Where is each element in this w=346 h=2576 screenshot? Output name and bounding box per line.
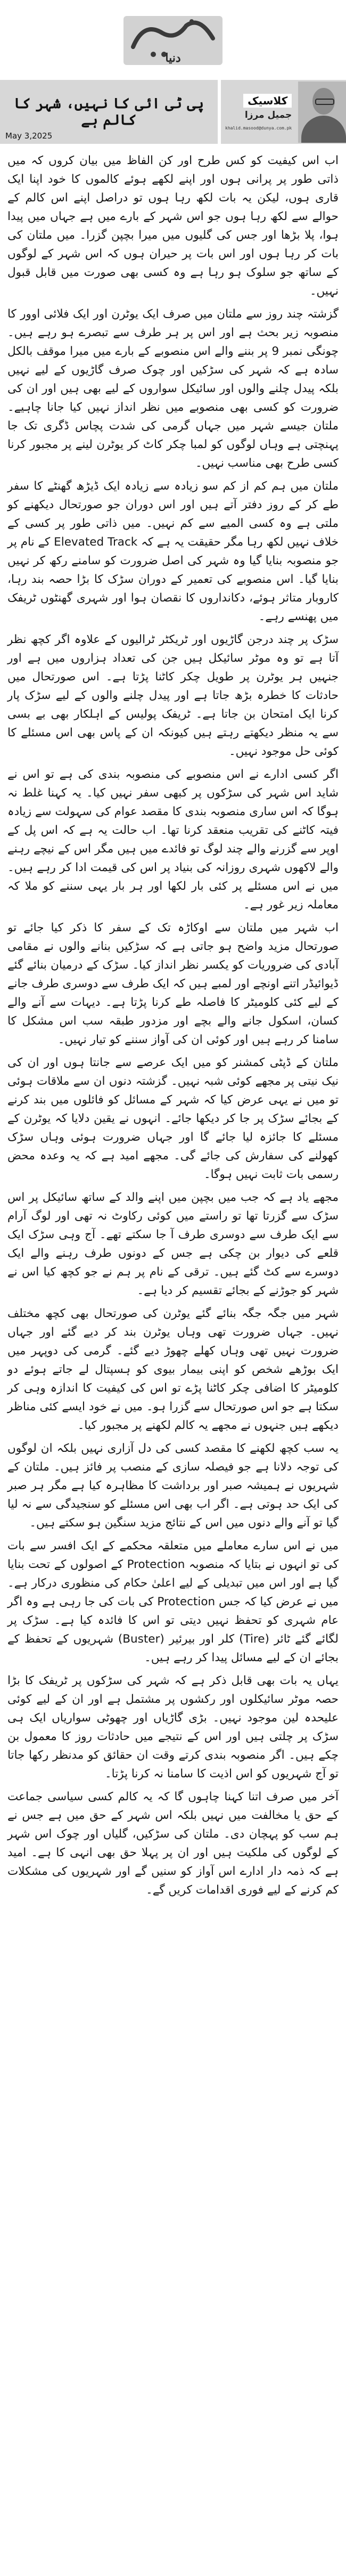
article-paragraph: اب شہر میں ملتان سے اوکاڑہ تک کے سفر کا ذکر کیا جائے تو صورتحال مزید واضح ہو جاتی ہے کہ سڑکیں بنانے والوں نے مقامی آبادی کی ضروریات کو یکسر نظر انداز کیا۔ سڑک کے درمیان بنائے گئے ڈیوائیڈر اتنے اونچے اور لمبے ہیں کہ ایک طرف سے دوسری طرف جانے کے لیے کئی کلومیٹر کا فاصلہ طے کرنا پڑتا ہے۔ دیہات سے آنے والے کسان، اسکول جانے والے بچے اور مزدور طبقہ سب اس مشکل کا سامنا کر رہے ہیں اور کوئی ان کی آواز سننے کو تیار نہیں۔ [7,921,339,1046]
title-block [0,80,218,144]
author-email[interactable]: khalid.masood@dunya.com.pk [225,125,292,131]
article-paragraph: سڑک پر چند درجن گاڑیوں اور ٹریکٹر ٹرالیوں کے علاوہ اگر کچھ نظر آتا ہے تو وہ موٹر سائیکل ہیں جن کی تعداد ہزاروں میں ہے اور جنہیں ہر یوٹرن پر طویل چکر کاٹنا پڑتا ہے۔ اس صورتحال میں حادثات کا خطرہ بڑھ جاتا ہے اور پیدل چلنے والوں کے لیے سڑک پار کرنا ایک امتحان بن جاتا ہے۔ ٹریفک پولیس کے اہلکار بھی بے بسی سے یہ منظر دیکھتے رہتے ہیں کیونکہ ان کے پاس بھی اس مسئلے کا کوئی حل موجود نہیں۔ [7,633,339,758]
author-info [221,94,296,131]
article-paragraph: اگر کسی ادارے نے اس منصوبے کی منصوبہ بندی کی ہے تو اس نے شاید اس شہر کی سڑکوں پر کبھی سفر نہیں کیا۔ یہ کہنا غلط نہ ہوگا کہ اس ساری منصوبہ بندی کا مقصد عوام کی سہولت سے زیادہ فیتہ کاٹنے کی تقریب منعقد کرنا تھا۔ اب حالت یہ ہے کہ اس پل کے اوپر سے گزرنے والے چند لوگ تو فائدے میں ہیں مگر اس کے نیچے رہنے والے لاکھوں شہری روزانہ کی بنیاد پر اس کی قیمت ادا کر رہے ہیں۔ میں نے اس مسئلے پر کئی بار لکھا اور ہر بار یہی سننے کو ملا کہ معاملہ زیر غور ہے۔ [7,768,339,912]
article-paragraph: ملتان میں ہم کم از کم سو زیادہ سے زیادہ ایک ڈیڑھ گھنٹے کا سفر طے کر کے روز دفتر آتے ہیں اور اس دوران جو صورتحال دیکھنے کو ملتی ہے وہ کسی المیے سے کم نہیں۔ میں ذاتی طور پر کسی کے خلاف نہیں لکھ رہا مگر حقیقت یہ ہے کہ Elevated Track کے نام پر جو منصوبہ بنایا گیا وہ شہر کی اصل ضرورت کو سامنے رکھ کر نہیں بنایا گیا۔ اس منصوبے کی تعمیر کے دوران سڑک کا بڑا حصہ بند رہا، کاروبار متاثر ہوئے، دکانداروں کا نقصان ہوا اور شہری گھنٹوں ٹریفک میں پھنسے رہے۔ [7,480,339,623]
article-title: پی ٹی ائی کا نہیں، شہر کا کالم ہے [14,95,204,128]
article-paragraph: یہاں یہ بات بھی قابل ذکر ہے کہ شہر کی سڑکوں پر ٹریفک کا بڑا حصہ موٹر سائیکلوں اور رکشوں پر مشتمل ہے اور ان کے لیے کوئی علیحدہ لین موجود نہیں۔ بڑی گاڑیاں اور چھوٹی سواریاں ایک ہی سڑک پر چلتی ہیں اور اس کے نتیجے میں حادثات روز کا معمول بن چکے ہیں۔ اگر منصوبہ بندی کرتے وقت ان حقائق کو مدنظر رکھا جاتا تو آج شہریوں کو اس اذیت کا سامنا نہ کرنا پڑتا۔ [7,1674,339,1781]
column-logo: کلاسیک [243,94,292,108]
article-paragraph: شہر میں جگہ جگہ بنائے گئے یوٹرن کی صورتحال بھی کچھ مختلف نہیں۔ جہاں ضرورت تھی وہاں یوٹرن بند کر دیے گئے اور جہاں ضرورت نہیں تھی وہاں کھلے چھوڑ دیے گئے۔ گرمی کی دوپہر میں ایک بوڑھے شخص کو اپنی بیمار بیوی کو ہسپتال لے جاتے ہوئے دو کلومیٹر کا اضافی چکر کاٹنا پڑے تو اس کی کیفیت کا اندازہ وہی کر سکتا ہے جو اس صورتحال سے گزرا ہو۔ میں نے خود ایسے کئی مناظر دیکھے ہیں جنہوں نے مجھے یہ کالم لکھنے پر مجبور کیا۔ [7,1307,339,1432]
column-header [0,80,346,144]
article-paragraph: یہ سب کچھ لکھنے کا مقصد کسی کی دل آزاری نہیں بلکہ ان لوگوں کی توجہ دلانا ہے جو فیصلہ سازی کے منصب پر فائز ہیں۔ ملتان کے شہریوں نے ہمیشہ صبر اور برداشت کا مظاہرہ کیا ہے مگر ہر صبر کی ایک حد ہوتی ہے۔ اگر اب بھی اس مسئلے کو سنجیدگی سے نہ لیا گیا تو آنے والے دنوں میں اس کے نتائج مزید سنگین ہو سکتے ہیں۔ [7,1442,339,1530]
article-paragraph: اب اس کیفیت کو کس طرح اور کن الفاظ میں بیان کروں کہ میں ذاتی طور پر پرانی ہوں اور اپنے لکھے ہوئے کالموں کا خود اپنا ایک قاری ہوں، لیکن یہ بات لکھ رہا ہوں تو دراصل اپنے اس کالم کے حوالے سے لکھ رہا ہوں جو اس شہر کے بارے میں ہے جہاں میں پیدا ہوا، پلا بڑھا اور جس کی گلیوں میں میرا بچپن گزرا۔ میں ملتان کی بات کر رہا ہوں اور اس بات پر حیران ہوں کہ اس شہر کے لوگوں کے ساتھ جو سلوک ہو رہا ہے وہ کسی بھی صورت میں قابل قبول نہیں۔ [7,154,339,298]
article-paragraph: میں نے اس سارے معاملے میں متعلقہ محکمے کے ایک افسر سے بات کی تو انہوں نے بتایا کہ منصوبہ Protection کے اصولوں کے تحت بنایا گیا ہے اور اس میں تبدیلی کے لیے اعلیٰ حکام کی منظوری درکار ہے۔ میں نے عرض کیا کہ جس Protection کی بات کی جا رہی ہے وہ اگر عام شہری کو تحفظ نہیں دیتی تو اس کا فائدہ کیا ہے۔ سڑک پر لگائے گئے ٹائر (Tire) کلر اور بیرئیر (Buster) شہریوں کے تحفظ کے بجائے ان کے لیے مسائل پیدا کر رہے ہیں۔ [7,1539,339,1664]
author-block [221,80,346,144]
article-paragraph: مجھے یاد ہے کہ جب میں بچپن میں اپنے والد کے ساتھ سائیکل پر اس سڑک سے گزرتا تھا تو راستے میں کوئی رکاوٹ نہ تھی اور لوگ آرام سے ایک طرف سے دوسری طرف آ جا سکتے تھے۔ آج وہی سڑک ایک قلعے کی دیوار بن چکی ہے جس کے دونوں طرف رہنے والے ایک دوسرے سے کٹ گئے ہیں۔ ترقی کے نام پر ہم نے جو کچھ کیا اس نے شہر کو جوڑنے کے بجائے تقسیم کر دیا ہے۔ [7,1191,339,1297]
masthead [0,0,346,80]
newspaper-logo-icon [112,5,234,75]
author-name: جمیل مرزا [244,109,292,120]
logo-text: دنیا [165,51,181,65]
article-paragraph: آخر میں صرف اتنا کہنا چاہوں گا کہ یہ کالم کسی سیاسی جماعت کے حق یا مخالفت میں نہیں بلکہ اس شہر کے حق میں ہے جس نے ہم سب کو پہچان دی۔ ملتان کی سڑکیں، گلیاں اور چوک اس شہر کے لوگوں کی ملکیت ہیں اور ان پر پہلا حق بھی انہی کا ہے۔ امید ہے کہ ذمہ دار ادارے اس آواز کو سنیں گے اور شہریوں کی مشکلات کم کرنے کے لیے فوری اقدامات کریں گے۔ [7,1790,339,1897]
article-paragraph: ملتان کے ڈپٹی کمشنر کو میں ایک عرصے سے جانتا ہوں اور ان کی نیک نیتی پر مجھے کوئی شبہ نہیں۔ گزشتہ دنوں ان سے ملاقات ہوئی تو میں نے یہی عرض کیا کہ شہر کے مسائل کو فائلوں میں بند کرنے کے بجائے سڑک پر جا کر دیکھا جائے۔ انہوں نے یقین دلایا کہ یوٹرن کے مسئلے کا جائزہ لیا جائے گا اور جہاں ضرورت ہوئی وہاں سڑک کھولنے کی سفارش کی جائے گی۔ مجھے امید ہے کہ یہ وعدہ محض رسمی بات ثابت نہیں ہوگا۔ [7,1056,339,1181]
article-paragraph: گزشتہ چند روز سے ملتان میں صرف ایک یوٹرن اور ایک فلائی اوور کا منصوبہ زیر بحث ہے اور اس پر ہر طرف سے تبصرے ہو رہے ہیں۔ چونگی نمبر 9 پر بننے والے اس منصوبے کے بارے میں میرا موقف بالکل سادہ ہے کہ شہر کی سڑکیں اور چوک صرف گاڑیوں کے لیے نہیں بلکہ پیدل چلنے والوں اور سائیکل سواروں کے لیے بھی ہیں اور ان کی ضرورت کو کسی بھی منصوبے میں نظر انداز نہیں کیا جانا چاہیے۔ ملتان جیسے شہر میں جہاں گرمی کی شدت پچاس ڈگری تک جا پہنچتی ہے وہاں لوگوں کو لمبا چکر کاٹ کر یوٹرن لینے پر مجبور کرنا کسی طرح بھی مناسب نہیں۔ [7,307,339,470]
author-photo [298,82,346,143]
publish-date: May 3,2025 [5,131,53,141]
article-body [0,144,346,1899]
